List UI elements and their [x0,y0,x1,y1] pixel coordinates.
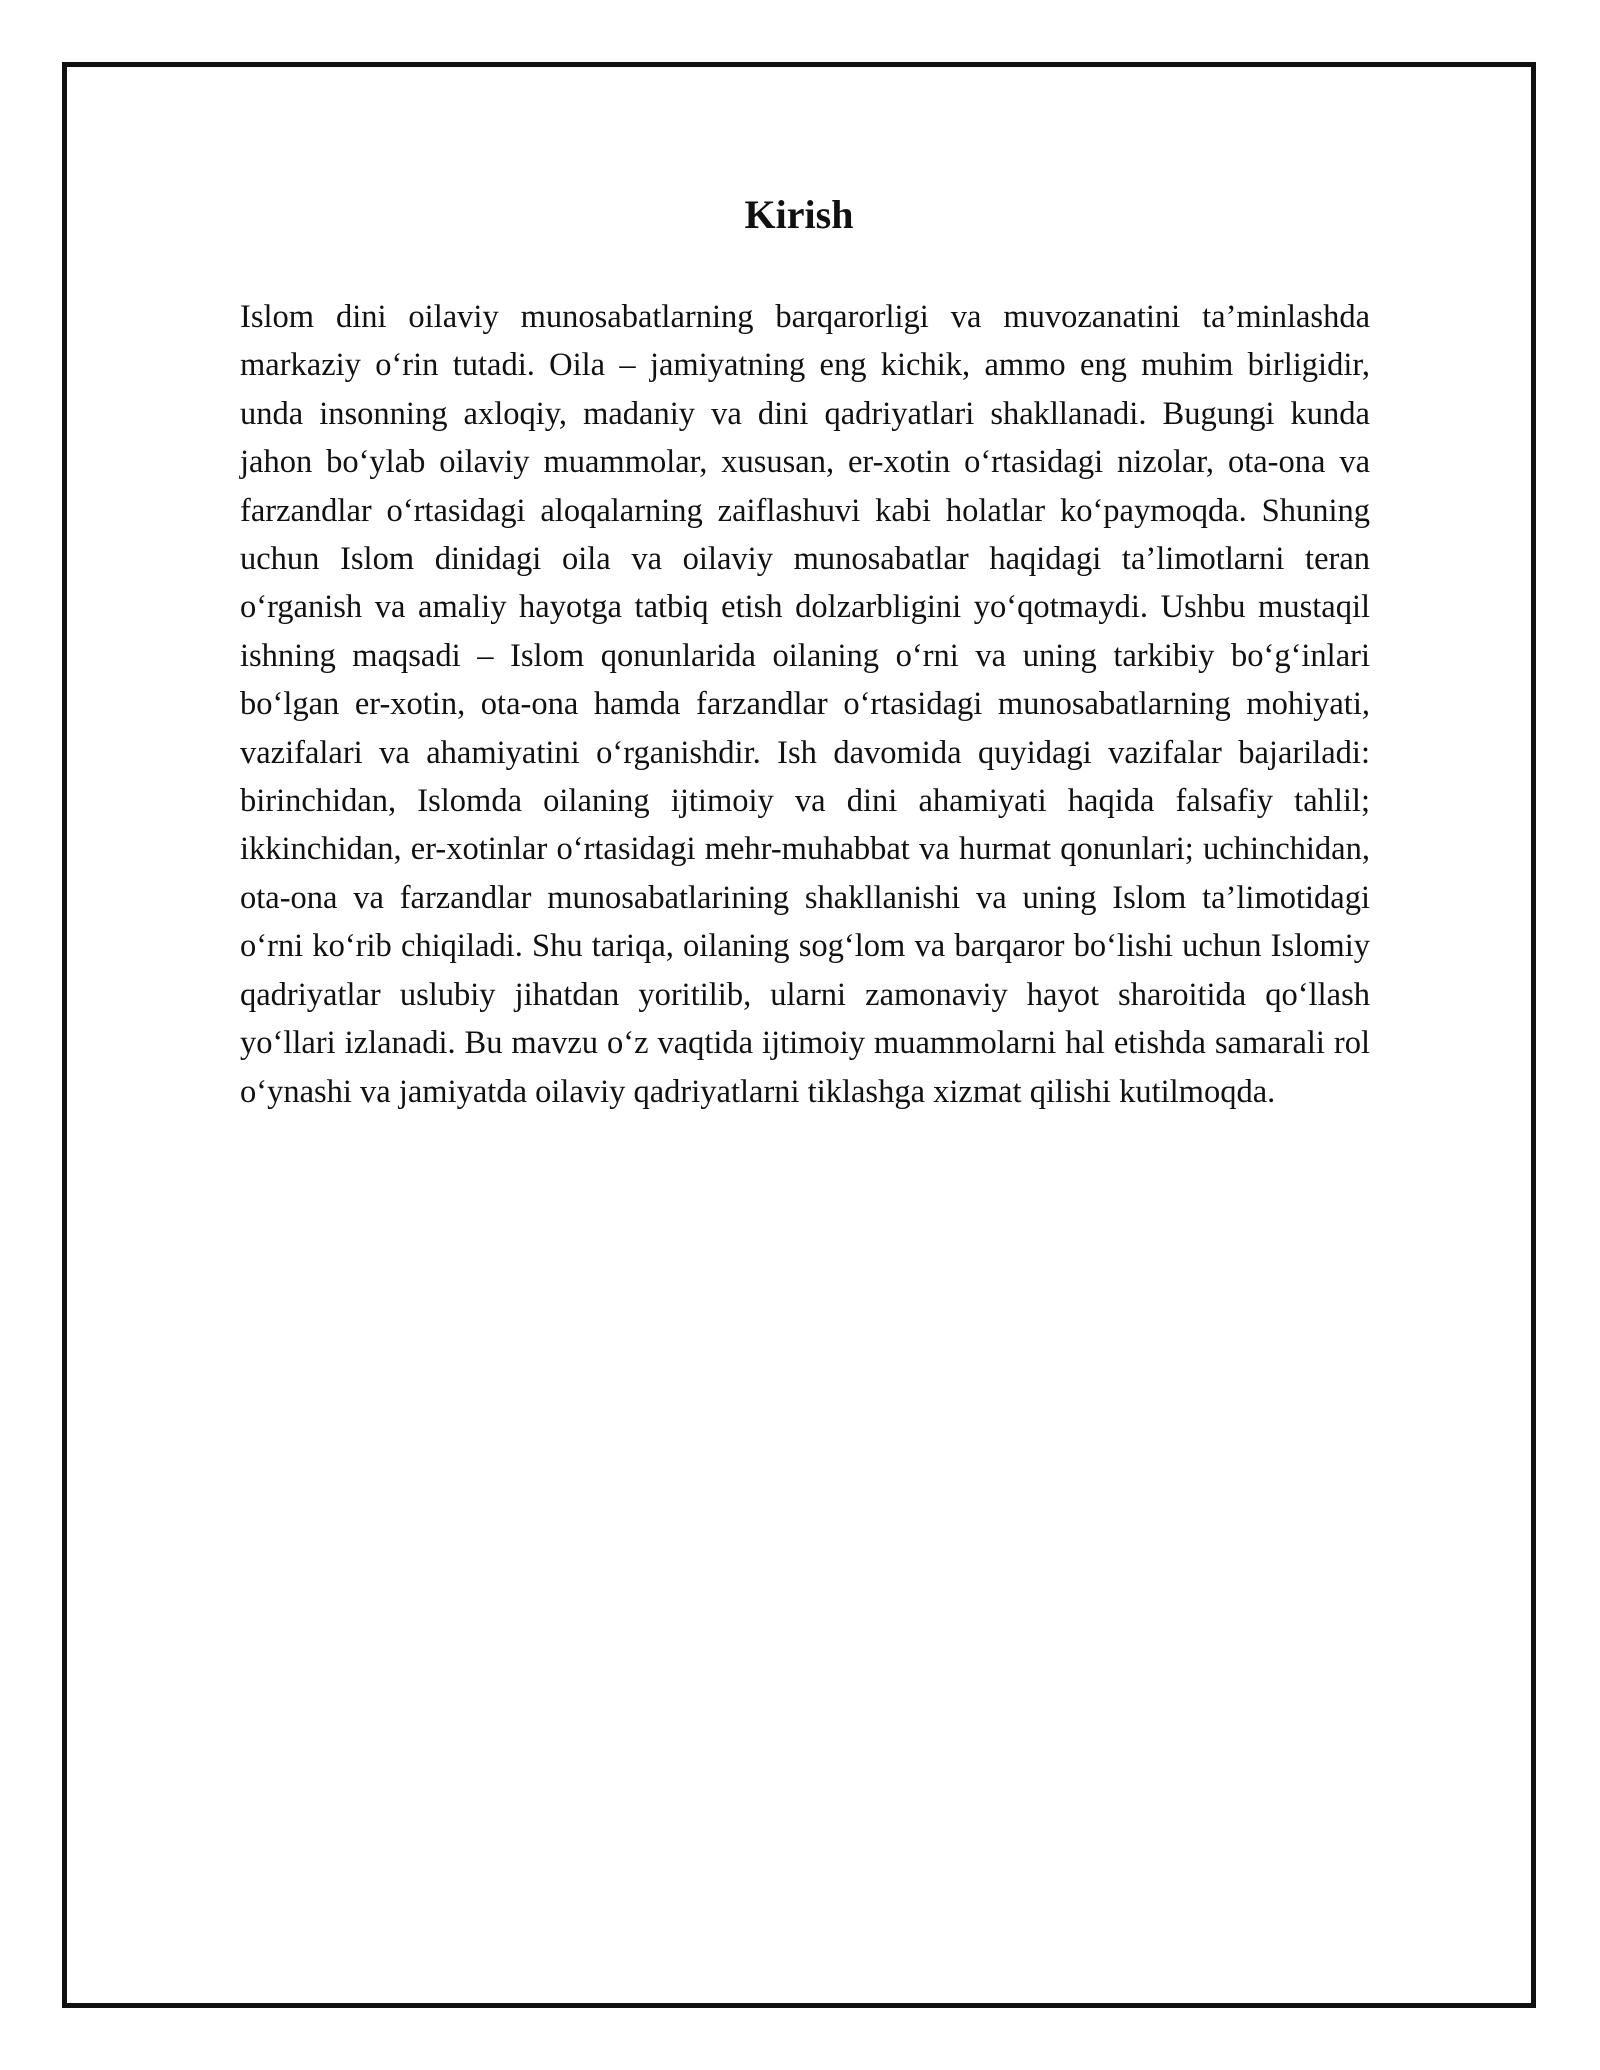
page-border [62,62,1536,2008]
body-paragraph: Islom dini oilaviy munosabatlarning barqarorligi va muvozanatini ta’minlashda markaziy o‘rin tutadi. Oila – jamiyatning eng kichik, ammo eng muhim birligidir, unda insonning axloqiy, madaniy va dini qadriyatlari shakllanadi. Bugungi kunda jahon bo‘ylab oilaviy muammolar, xususan, er-xotin o‘rtasidagi nizolar, ota-ona va farzandlar o‘rtasidagi aloqalarning zaiflashuvi kabi holatlar ko‘paymoqda. Shuning uchun Islom dinidagi oila va oilaviy munosabatlar haqidagi ta’limotlarni teran o‘rganish va amaliy hayotga tatbiq etish dolzarbligini yo‘qotmaydi. Ushbu mustaqil ishning maqsadi – Islom qonunlarida oilaning o‘rni va uning tarkibiy bo‘g‘inlari bo‘lgan er-xotin, ota-ona hamda farzandlar o‘rtasidagi munosabatlarning mohiyati, vazifalari va ahamiyatini o‘rganishdir. Ish davomida quyidagi vazifalar bajariladi: birinchidan, Islomda oilaning ijtimoiy va dini ahamiyati haqida falsafiy tahlil; ikkinchidan, er-xotinlar o‘rtasidagi mehr-muhabbat va hurmat qonunlari; uchinchidan, ota-ona va farzandlar munosabatlarining shakllanishi va uning Islom ta’limotidagi o‘rni ko‘rib chiqiladi. Shu tariqa, oilaning sog‘lom va barqaror bo‘lishi uchun Islomiy qadriyatlar uslubiy jihatdan yoritilib, ularni zamonaviy hayot sharoitida qo‘llash yo‘llari izlanadi. Bu mavzu o‘z vaqtida ijtimoiy muammolarni hal etishda samarali rol o‘ynashi va jamiyatda oilaviy qadriyatlarni tiklashga xizmat qilishi kutilmoqda. [240,299,1370,1110]
page-title: Kirish [744,192,854,237]
